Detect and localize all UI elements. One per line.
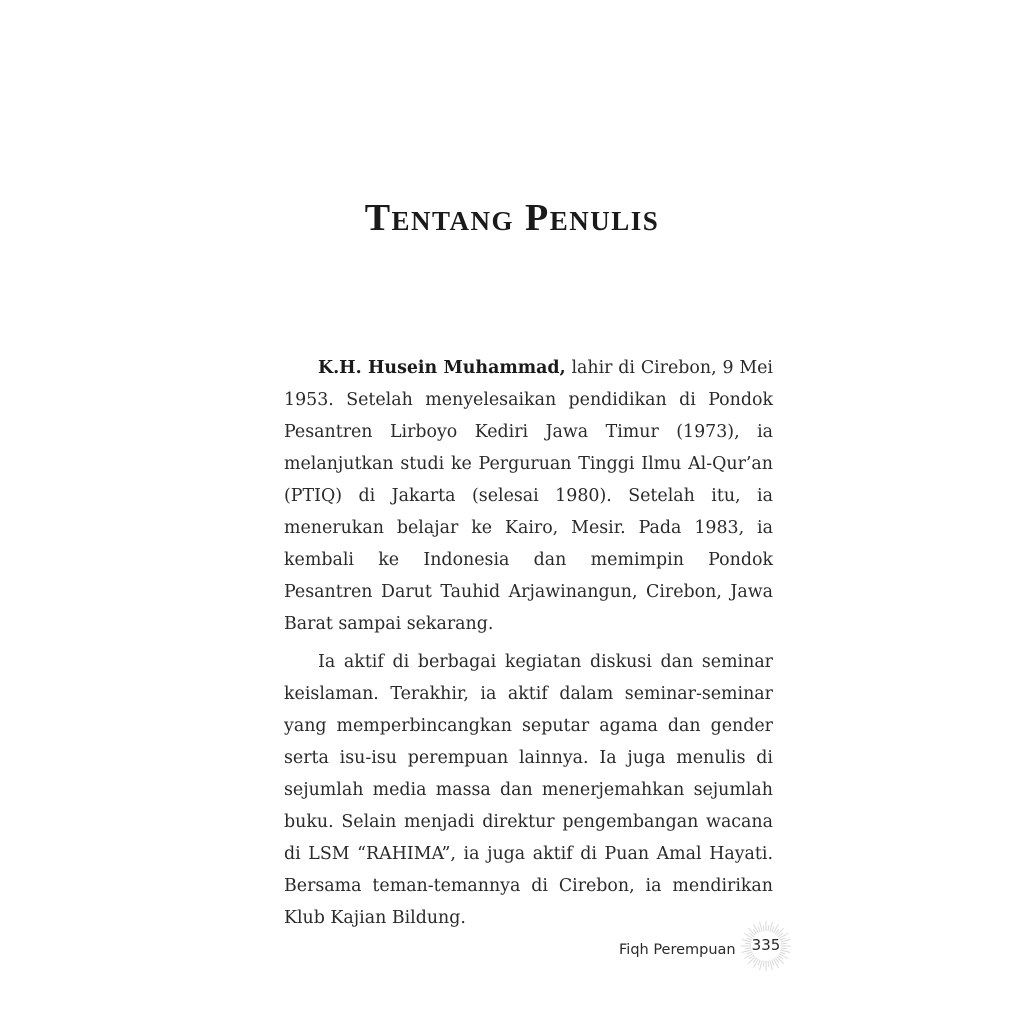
page-number-badge: [740, 920, 792, 972]
paragraph-1: [284, 352, 773, 640]
chapter-title: Tentang Penulis: [364, 197, 660, 239]
running-footer-title: Fiqh Perempuan: [619, 942, 736, 958]
body-text: [284, 352, 773, 934]
paragraph-2: Ia aktif di berbagai kegiatan diskusi dan seminar keislaman. Terakhir, ia aktif dalam seminar-seminar yang memperbincangkan seputar agama dan gender serta isu-isu perempuan lainnya. Ia juga menulis di sejumlah media massa dan menerjemahkan sejumlah buku. Selain menjadi direktur pengembangan wacana di LSM “RAHIMA”, ia juga aktif di Puan Amal Hayati. Bersama teman-temannya di Cirebon, ia mendirikan Klub Kajian Bildung.: [284, 652, 773, 928]
page-number: 335: [751, 936, 781, 954]
paragraph-1-text: lahir di Cirebon, 9 Mei 1953. Setelah menyelesaikan pendidikan di Pondok Pesantren Lirboyo Kediri Jawa Timur (1973), ia melanjutkan studi ke Perguruan Tinggi Ilmu Al-Qur’an (PTIQ) di Jakarta (selesai 1980). Setelah itu, ia menerukan belajar ke Kairo, Mesir. Pada 1983, ia kembali ke Indonesia dan memimpin Pondok Pesantren Darut Tauhid Arjawinangun, Cirebon, Jawa Barat sampai sekarang.: [284, 358, 773, 634]
author-name: K.H. Husein Muhammad,: [318, 358, 566, 378]
